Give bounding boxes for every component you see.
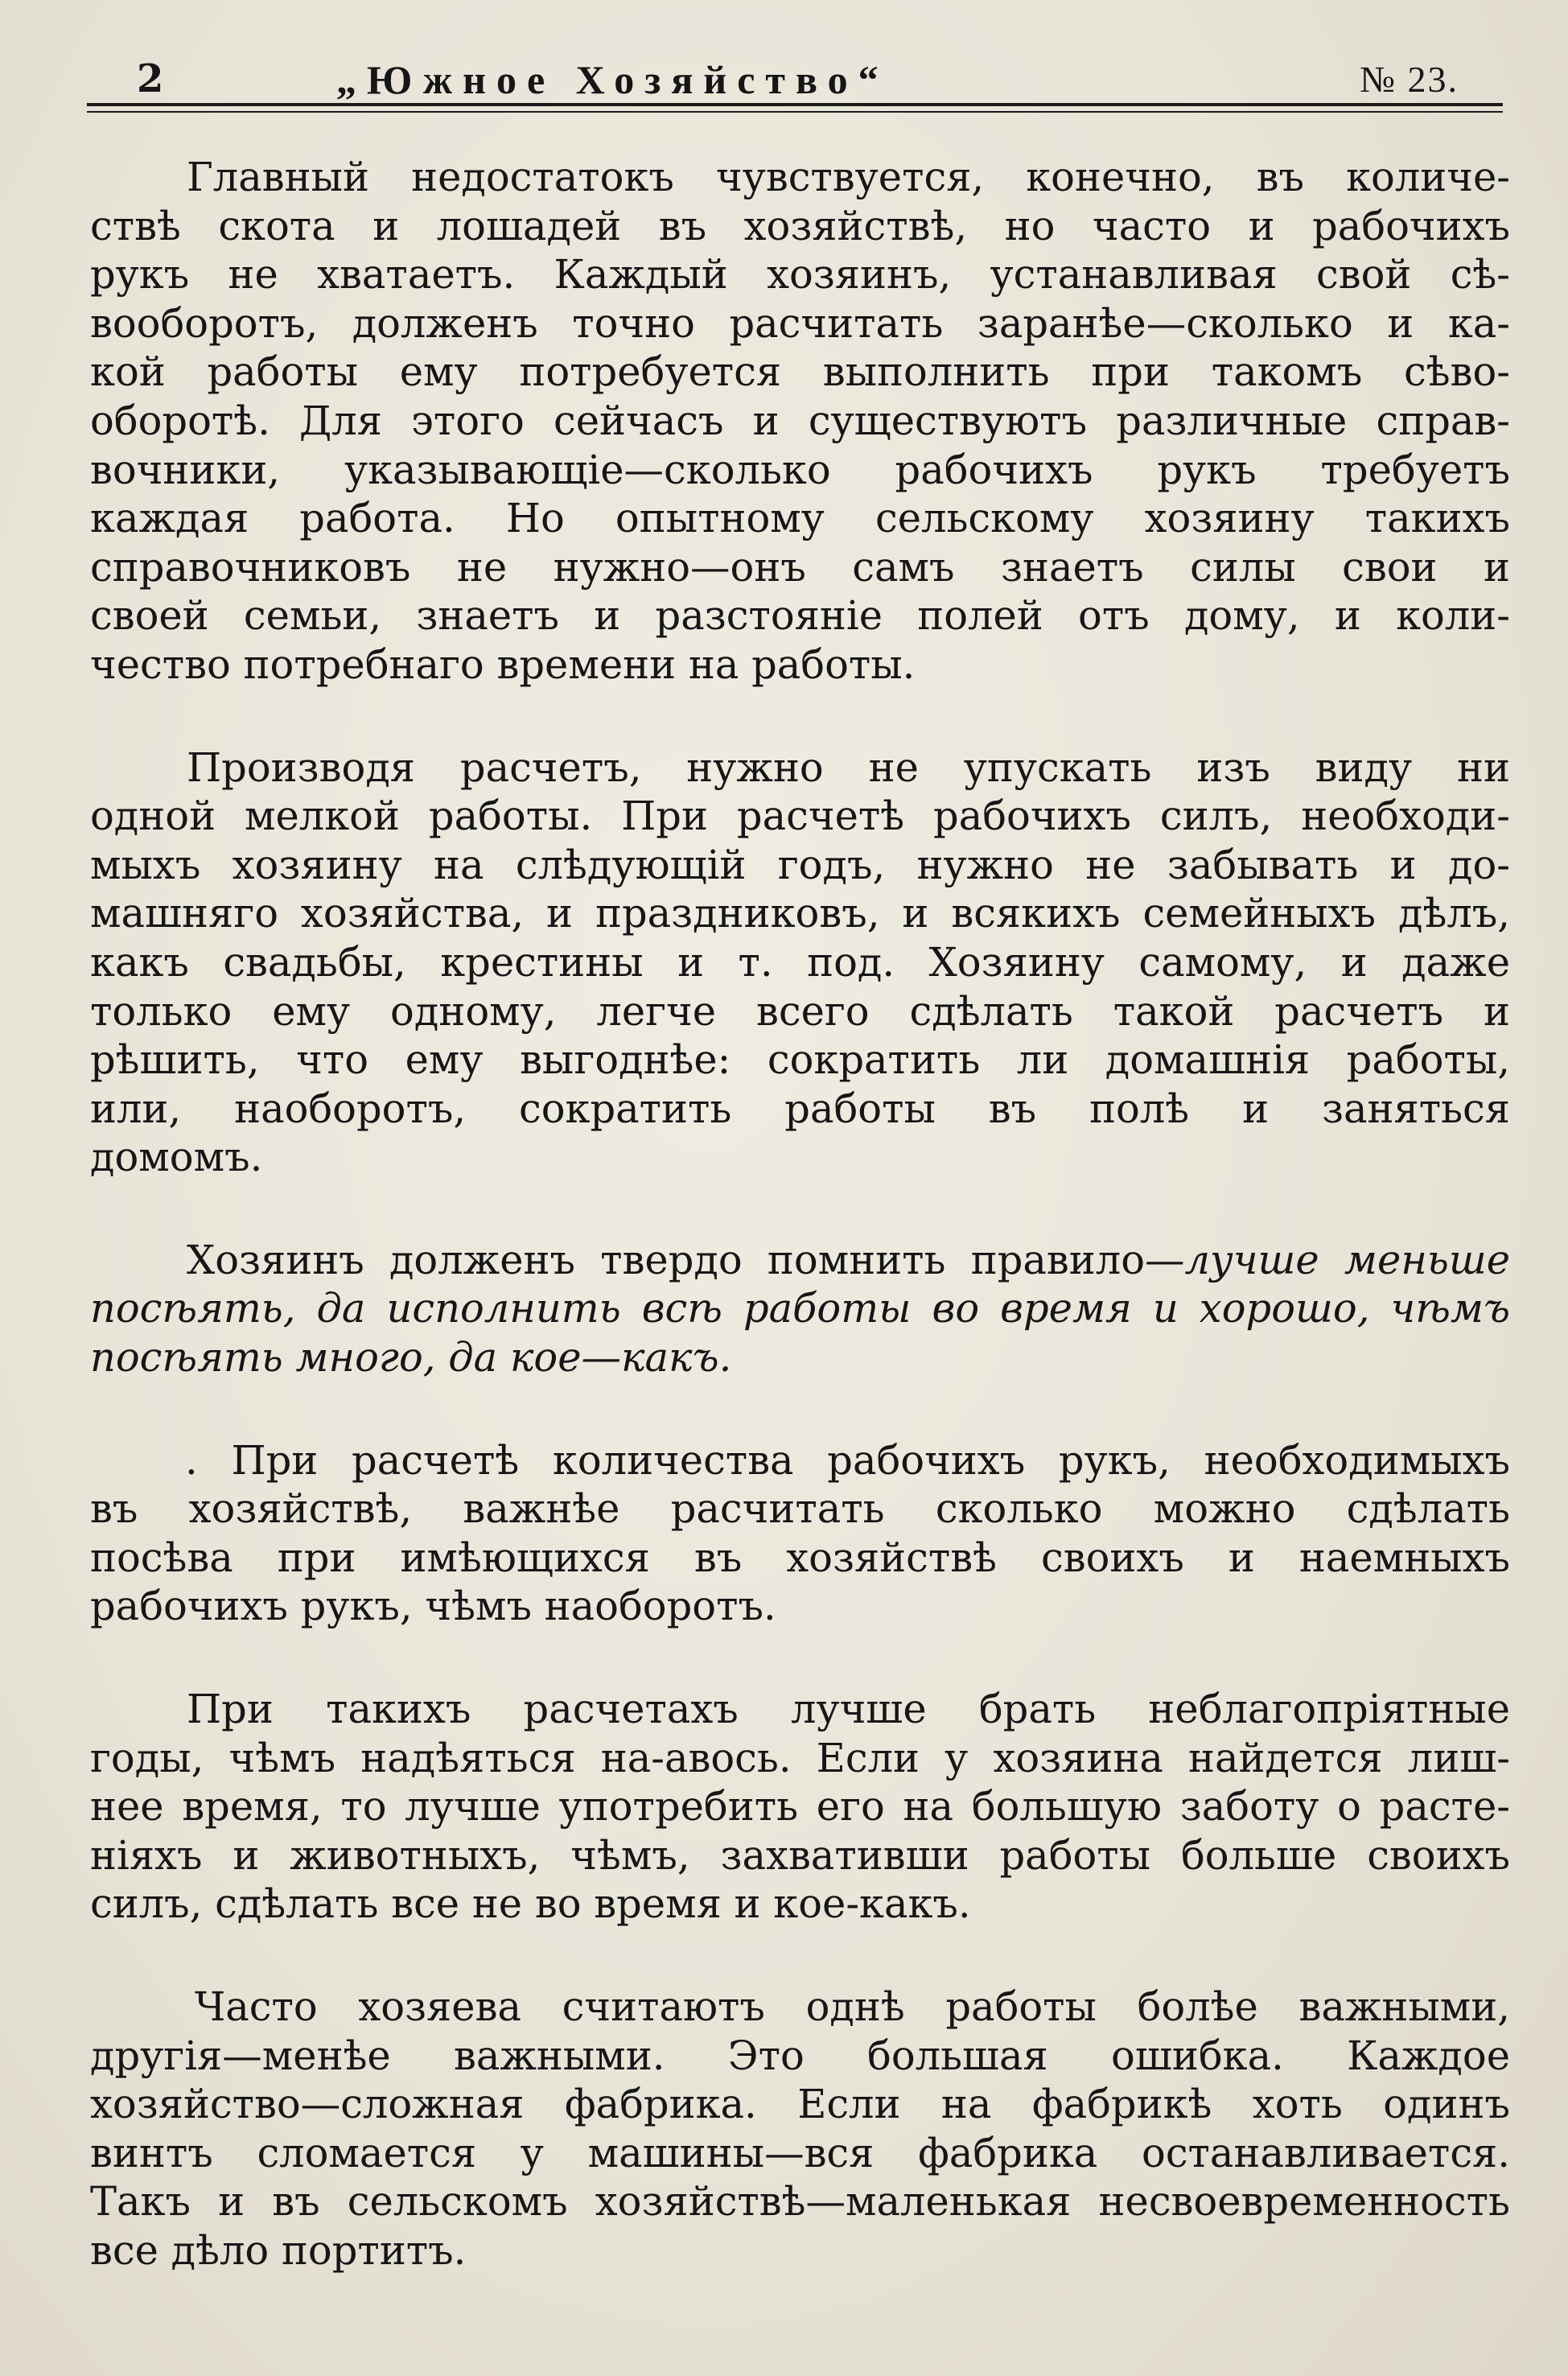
text-line: вочники, указывающіе—сколько рабочихъ рукъ требуетъ (90, 446, 1510, 493)
text-line: рукъ не хватаетъ. Каждый хозяинъ, устанавливая свой сѣ- (90, 251, 1510, 299)
text-line: рѣшить, что ему выгоднѣе: сократить ли домашнія работы, (90, 1036, 1510, 1084)
text-line: ствѣ скота и лошадей въ хозяйствѣ, но часто и рабочихъ (90, 202, 1510, 249)
header-rule-thick (87, 103, 1503, 106)
text-line: машняго хозяйства, и праздниковъ, и всякихъ семейныхъ дѣлъ, (90, 890, 1510, 937)
text-line: Главный недостатокъ чувствуется, конечно, въ количе- (187, 154, 1510, 200)
text-line: только ему одному, легче всего сдѣлать такой расчетъ и (90, 987, 1510, 1035)
emphasis: лучше меньше (1184, 1236, 1510, 1283)
paragraph-4 (90, 1436, 1510, 1631)
text-line-italic: посѣять много, да кое—какъ. (90, 1334, 732, 1382)
text-line: домомъ. (90, 1134, 263, 1181)
text-line: въ хозяйствѣ, важнѣе расчитать сколько можно сдѣлать (90, 1485, 1510, 1533)
text-line-italic: посѣять, да исполнить всѣ работы во время и хорошо, чѣмъ (90, 1285, 1510, 1332)
text-line: вооборотъ, долженъ точно расчитать заранѣе—сколько и ка- (90, 299, 1510, 347)
text-line: Производя расчетъ, нужно не упускать изъ виду ни (187, 743, 1510, 791)
text-line: кой работы ему потребуется выполнить при такомъ сѣво- (90, 348, 1510, 396)
text-line: или, наоборотъ, сократить работы въ полѣ и заняться (90, 1085, 1510, 1132)
paragraph-2 (90, 743, 1510, 1182)
page-number: 2 (137, 56, 164, 101)
text-line: хозяйство—сложная фабрика. Если на фабрикѣ хоть одинъ (90, 2081, 1510, 2128)
header-rule-thin (87, 111, 1503, 113)
text-line: одной мелкой работы. При расчетѣ рабочихъ силъ, необходи- (90, 793, 1510, 840)
text-line: оборотѣ. Для этого сейчасъ и существуютъ различные справ- (90, 397, 1510, 444)
text-line: При такихъ расчетахъ лучше брать неблагопріятные (187, 1686, 1510, 1733)
article-body (90, 153, 1510, 2329)
text-line: каждая работа. Но опытному сельскому хозяину такихъ (90, 495, 1510, 542)
text-line: все дѣло портитъ. (90, 2226, 467, 2274)
text-line: . При расчетѣ количества рабочихъ рукъ, необходимыхъ (185, 1436, 1510, 1484)
text-line: другія—менѣе важными. Это большая ошибка. Каждое (90, 2032, 1510, 2079)
text-line (90, 1236, 1510, 1285)
paragraph-1 (90, 153, 1510, 690)
text-line: винтъ сломается у машины—вся фабрика останавливается. (90, 2129, 1510, 2176)
text-line: нее время, то лучше употребить его на большую заботу о расте- (90, 1783, 1510, 1830)
text-line: Часто хозяева считаютъ однѣ работы болѣе важными, (195, 1983, 1510, 2030)
paragraph-5 (90, 1685, 1510, 1929)
text-line: силъ, сдѣлать все не во время и кое-какъ. (90, 1880, 971, 1928)
text-line: ніяхъ и животныхъ, чѣмъ, захвативши работы больше своихъ (90, 1831, 1510, 1879)
text-line: справочниковъ не нужно—онъ самъ знаетъ силы свои и (90, 543, 1510, 591)
issue-number: № 23. (1360, 59, 1459, 100)
text-line: Такъ и въ сельскомъ хозяйствѣ—маленькая несвоевременность (90, 2178, 1510, 2226)
text-line: годы, чѣмъ надѣяться на-авось. Если у хозяина найдется лиш- (90, 1734, 1510, 1781)
text-line: своей семьи, знаетъ и разстояніе полей отъ дому, и коли- (90, 592, 1510, 640)
text-line: рабочихъ рукъ, чѣмъ наоборотъ. (90, 1583, 776, 1630)
text-line: мыхъ хозяину на слѣдующій годъ, нужно не забывать и до- (90, 841, 1510, 888)
text-line: какъ свадьбы, крестины и т. под. Хозяину самому, и даже (90, 938, 1510, 986)
rule-line-1: Хозяинъ долженъ твердо помнить правило—лучше меньше (187, 1236, 1510, 1283)
running-header (87, 56, 1467, 106)
text-line: чество потребнаго времени на работы. (90, 640, 916, 688)
paragraph-3 (90, 1236, 1510, 1382)
text-line: посѣва при имѣющихся въ хозяйствѣ своихъ и наемныхъ (90, 1534, 1510, 1581)
paragraph-6 (90, 1983, 1510, 2275)
journal-title: „Южное Хозяйство“ (336, 57, 889, 102)
